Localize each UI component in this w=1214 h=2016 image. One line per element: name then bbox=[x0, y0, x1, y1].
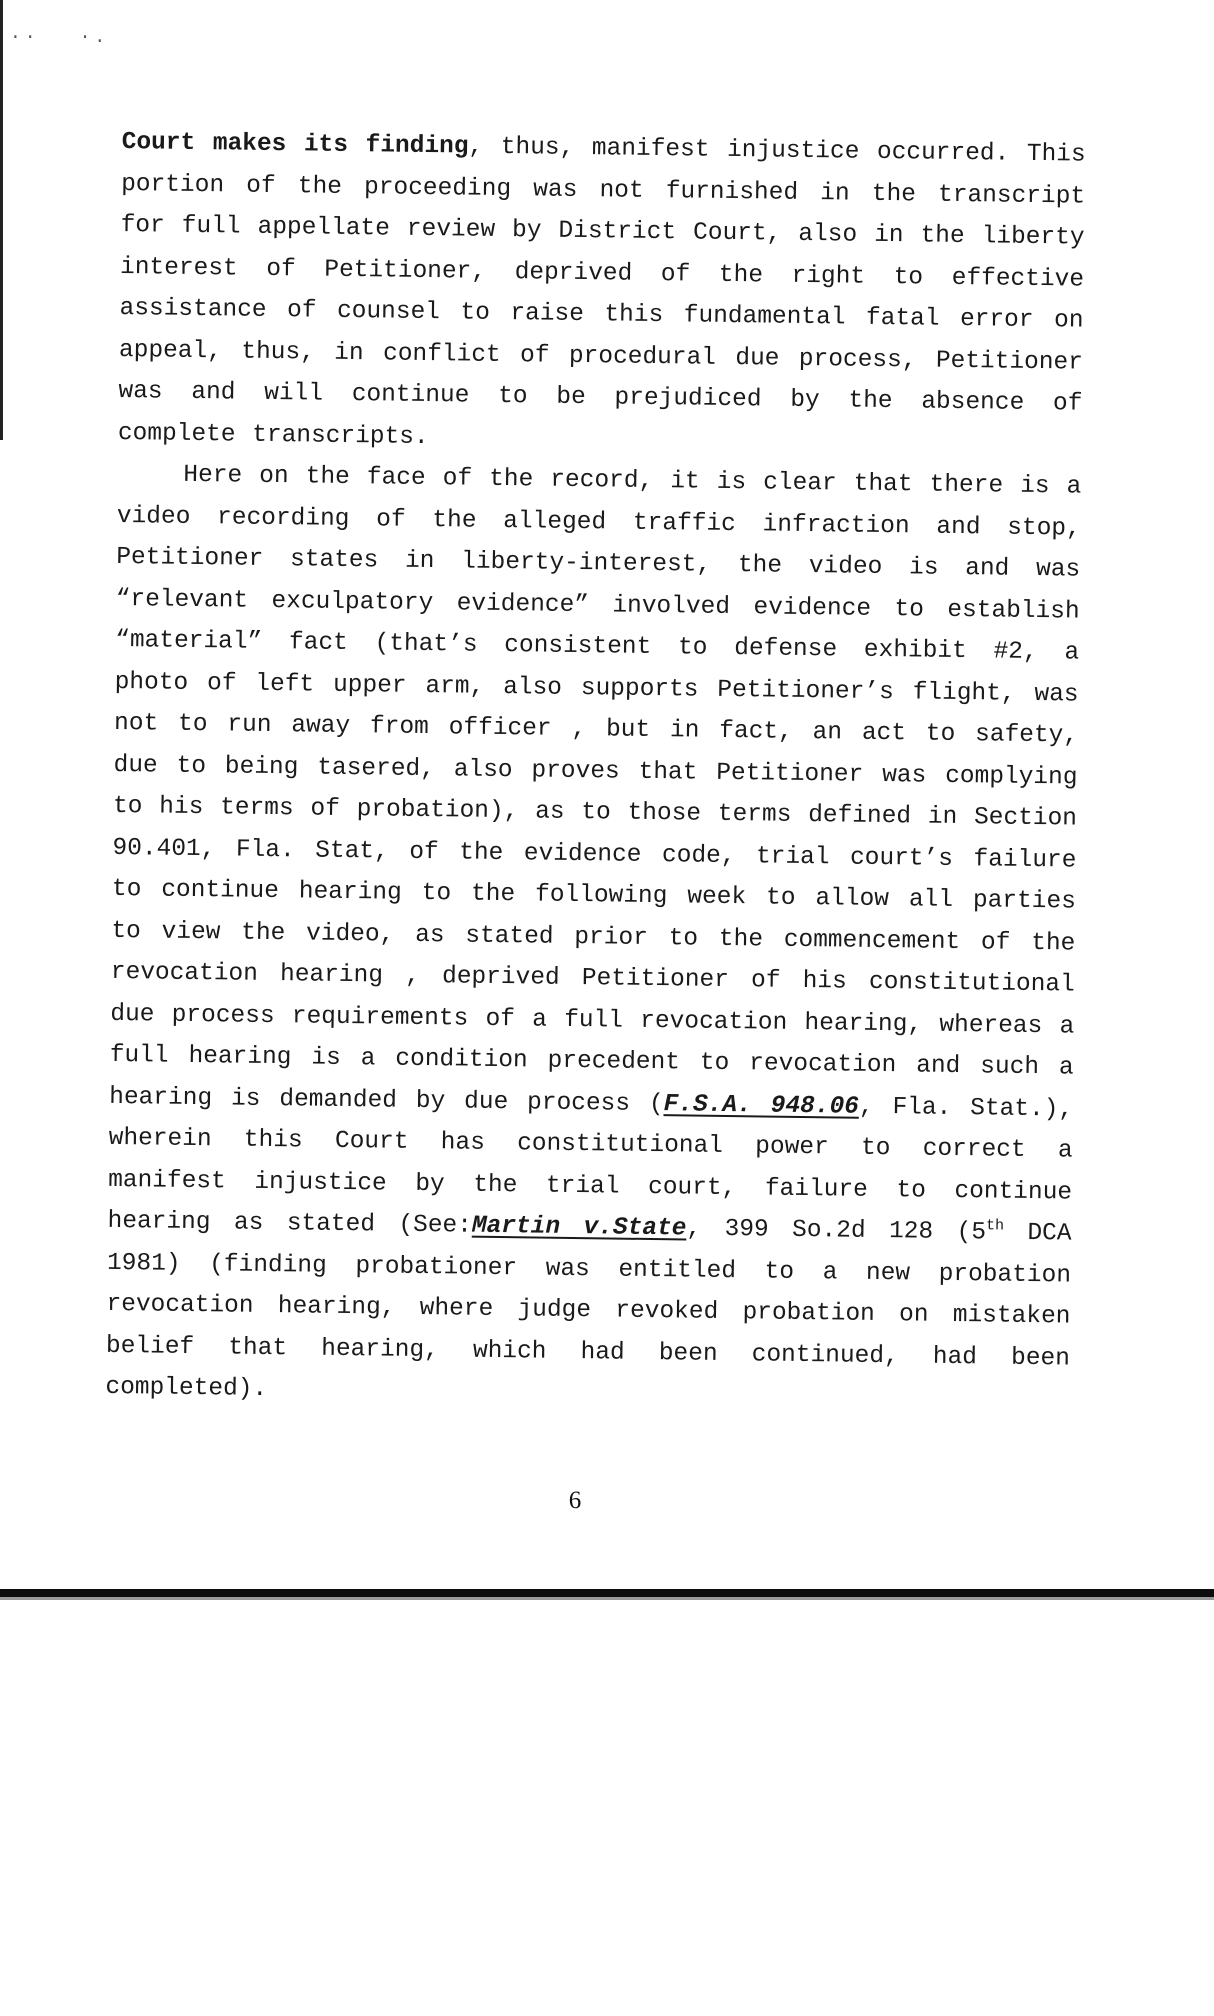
paragraph-2-text-d: DCA 1981) (finding probationer was entitled to a new probation revocation hearing, where judge revoked probation on mistaken belief that hearing, which had been continued, had been completed). bbox=[105, 1219, 1072, 1404]
paragraph-2 bbox=[105, 454, 1081, 1421]
paragraph-1-text: , thus, manifest injustice occurred. This portion of the proceeding was not furnished in the transcript for full appellate review by District Court, also in the liberty interest of Petitioner, deprived of the right to effective assistance of counsel to raise this fundamental fatal error on appeal, thus, in conflict of procedural due process, Petitioner was and will continue to be prejudiced by the absence of complete transcripts. bbox=[117, 133, 1086, 451]
scan-artifact-dots: ·· ·. bbox=[10, 28, 110, 48]
paragraph-2-text-b: , Fla. Stat.), wherein this Court has constitutional power to correct a manifest injustice by the trial court, failure to continue hearing as stated (See: bbox=[107, 1093, 1074, 1240]
statute-citation: F.S.A. 948.06 bbox=[663, 1090, 860, 1121]
paragraph-2-text-c: , 399 So.2d 128 (5 bbox=[686, 1215, 987, 1247]
paragraph-2-text-a: Here on the face of the record, it is clear that there is a video recording of the alleged traffic infraction and stop, Petitioner states in liberty-interest, the video is and was “relevant exculpatory evidence” involved evidence to establish “material” fact (that’s consistent to defense exhibit #2, a photo of left upper arm, also supports Petitioner’s flight, was not to run away from officer , but in fact, an act to safety, due to being tasered, also proves that Petitioner was complying to his terms of probation), as to those terms defined in Section 90.401, Fla. Stat, of the evidence code, trial court’s failure to continue hearing to the following week to allow all parties to view the video, as stated prior to the commencement of the revocation hearing , deprived Petitioner of his constitutional due process requirements of a full revocation hearing, whereas a full hearing is a condition precedent to revocation and such a hearing is demanded by due process ( bbox=[109, 461, 1082, 1118]
paragraph-1 bbox=[118, 122, 1086, 467]
document-body bbox=[105, 122, 1086, 1421]
bold-lead-text: Court makes its finding bbox=[121, 128, 469, 161]
bottom-rule-shadow bbox=[0, 1597, 1214, 1600]
scan-edge-line bbox=[0, 0, 3, 440]
ordinal-superscript: th bbox=[985, 1217, 1005, 1235]
case-citation: Martin v.State bbox=[471, 1212, 687, 1243]
page-number: 6 bbox=[568, 1487, 582, 1514]
bottom-rule bbox=[0, 1589, 1214, 1597]
